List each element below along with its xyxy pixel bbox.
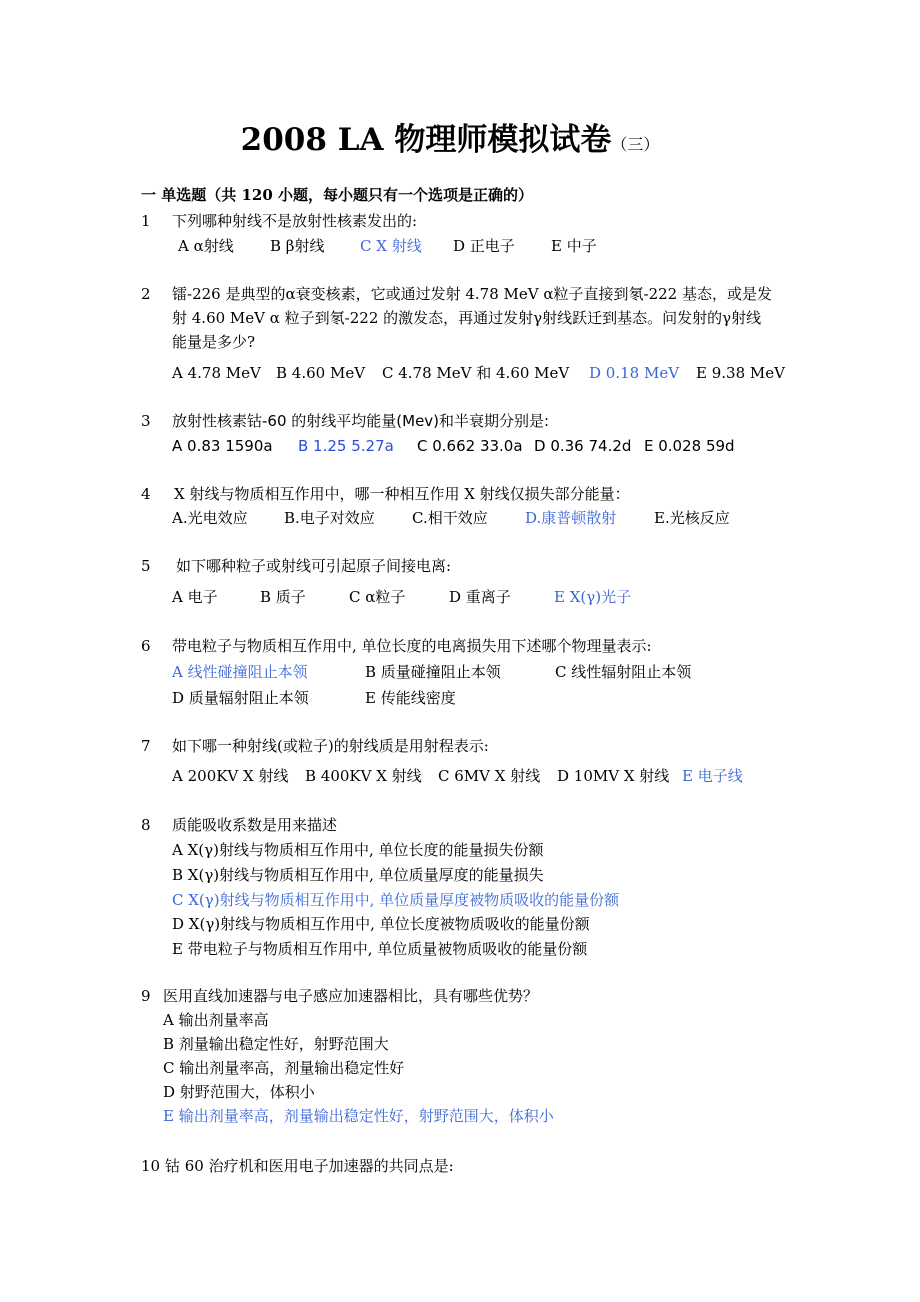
option-d-answer: D 0.18 MeV [589, 364, 680, 382]
question-text: 下列哪种射线不是放射性核素发出的: [172, 212, 418, 230]
option-a: A 输出剂量率高 [163, 1011, 269, 1029]
option-a: A 200KV X 射线 [172, 767, 289, 785]
question-text: 如下哪种粒子或射线可引起原子间接电离: [176, 557, 452, 575]
option-d: D 正电子 [453, 237, 515, 255]
question-number: 1 [141, 212, 151, 230]
option-c: C.相干效应 [412, 509, 488, 527]
option-c: C 线性辐射阻止本领 [555, 663, 692, 681]
page-title [0, 114, 900, 159]
option-b: B 4.60 MeV [276, 364, 366, 382]
question-text: 医用直线加速器与电子感应加速器相比，具有哪些优势？ [163, 987, 539, 1005]
question-number: 10 [141, 1157, 161, 1175]
option-a: A.光电效应 [172, 509, 248, 527]
option-a: A 4.78 MeV [172, 364, 261, 382]
title-sub: （三） [611, 135, 660, 154]
option-b: B 质子 [260, 588, 306, 606]
question-text-line2: 射 4.60 MeV α 粒子到氡-222 的激发态，再通过发射γ射线跃迁到基态。问发射的γ射线 [172, 309, 762, 327]
option-e: E 0.028 59d [644, 437, 735, 455]
option-d: D 10MV X 射线 [557, 767, 670, 785]
title-main: 2008 LA 物理师模拟试卷 [240, 122, 612, 158]
section-heading: 一 单选题（共 120 小题，每小题只有一个选项是正确的） [141, 186, 533, 204]
option-e: E 传能线密度 [365, 689, 456, 707]
question-number: 2 [141, 285, 151, 303]
option-d: D 质量辐射阻止本领 [172, 689, 309, 707]
question-number: 9 [141, 987, 151, 1005]
option-b-answer: B 1.25 5.27a [298, 437, 394, 455]
question-text-line1: 镭-226 是典型的α衰变核素，它或通过发射 4.78 MeV α粒子直接到氡-222 基态，或是发 [172, 285, 772, 303]
option-b: B 剂量输出稳定性好，射野范围大 [163, 1035, 389, 1053]
option-b: B 质量碰撞阻止本领 [365, 663, 501, 681]
option-c: C 0.662 33.0a [417, 437, 523, 455]
option-d: D 重离子 [449, 588, 511, 606]
question-number: 6 [141, 637, 151, 655]
option-a: A α射线 [178, 237, 234, 255]
option-c: C α粒子 [349, 588, 406, 606]
question-number: 3 [141, 412, 151, 430]
option-c-answer: C X(γ)射线与物质相互作用中, 单位质量厚度被物质吸收的能量份额 [172, 891, 620, 909]
option-a-answer: A 线性碰撞阻止本领 [172, 663, 308, 681]
option-b: B.电子对效应 [284, 509, 375, 527]
option-e-answer: E 电子线 [682, 767, 743, 785]
option-d: D 0.36 74.2d [534, 437, 632, 455]
option-d-answer: D.康普顿散射 [525, 509, 617, 527]
option-c: C 6MV X 射线 [438, 767, 541, 785]
option-a: A X(γ)射线与物质相互作用中, 单位长度的能量损失份额 [172, 841, 544, 859]
question-number: 5 [141, 557, 151, 575]
option-e-answer: E X(γ)光子 [554, 588, 632, 606]
option-e-answer: E 输出剂量率高，剂量输出稳定性好，射野范围大，体积小 [163, 1107, 554, 1125]
question-text: 如下哪一种射线(或粒子)的射线质是用射程表示: [172, 737, 489, 755]
question-text: X 射线与物质相互作用中，哪一种相互作用 X 射线仅损失部分能量： [174, 485, 630, 503]
question-number: 8 [141, 816, 151, 834]
option-d: D 射野范围大，体积小 [163, 1083, 315, 1101]
option-e: E 9.38 MeV [696, 364, 785, 382]
option-a: A 0.83 1590a [172, 437, 273, 455]
option-b: B β射线 [270, 237, 325, 255]
option-e: E 中子 [551, 237, 597, 255]
option-b: B 400KV X 射线 [305, 767, 422, 785]
option-a: A 电子 [172, 588, 218, 606]
option-c: C 输出剂量率高，剂量输出稳定性好 [163, 1059, 405, 1077]
question-text: 质能吸收系数是用来描述 [172, 816, 338, 834]
question-number: 7 [141, 737, 151, 755]
option-e: E.光核反应 [654, 509, 730, 527]
question-number: 4 [141, 485, 151, 503]
question-text: 钴 60 治疗机和医用电子加速器的共同点是: [165, 1157, 454, 1175]
option-e: E 带电粒子与物质相互作用中, 单位质量被物质吸收的能量份额 [172, 940, 588, 958]
question-text: 放射性核素钴-60 的射线平均能量(Mev)和半衰期分别是: [172, 412, 550, 430]
option-c-answer: C X 射线 [360, 237, 422, 255]
question-text-line3: 能量是多少? [172, 333, 256, 351]
option-d: D X(γ)射线与物质相互作用中, 单位长度被物质吸收的能量份额 [172, 915, 590, 933]
option-b: B X(γ)射线与物质相互作用中, 单位质量厚度的能量损失 [172, 866, 544, 884]
question-text: 带电粒子与物质相互作用中, 单位长度的电离损失用下述哪个物理量表示: [172, 637, 652, 655]
option-c: C 4.78 MeV 和 4.60 MeV [382, 364, 570, 382]
